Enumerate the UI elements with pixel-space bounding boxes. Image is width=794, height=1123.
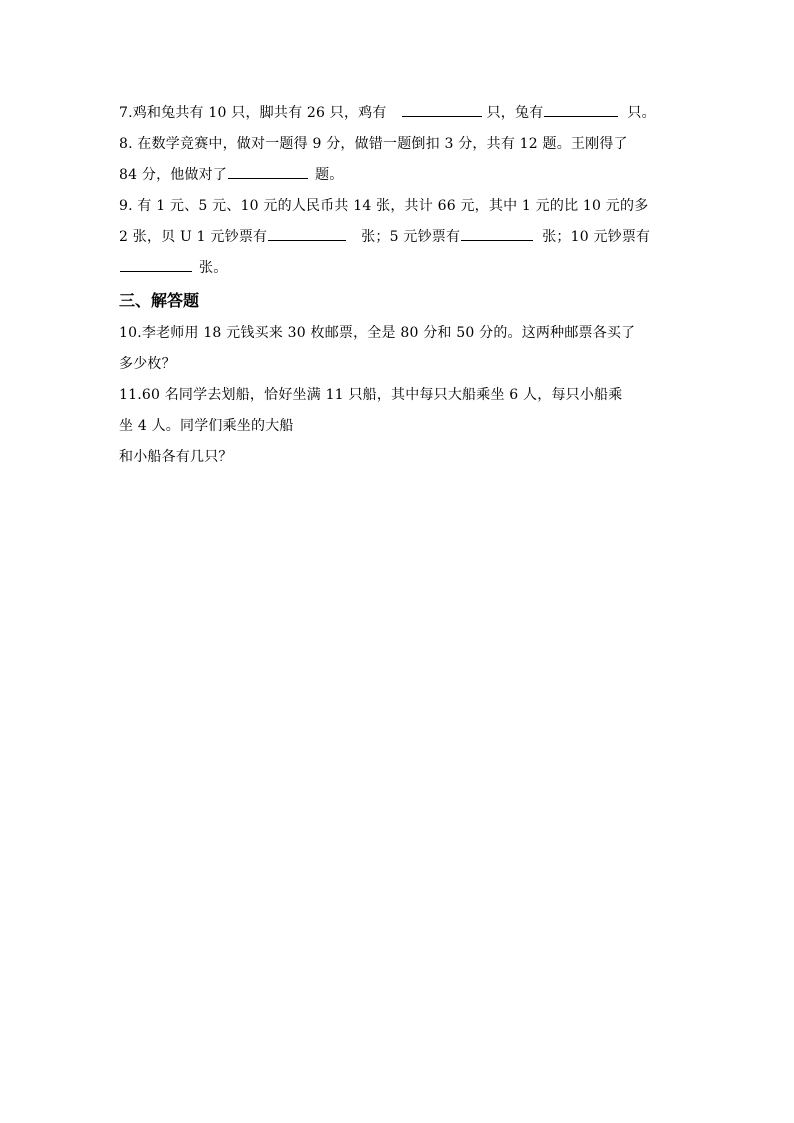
question-11-line-3 [119, 442, 679, 473]
question-8-line-1 [119, 129, 679, 160]
question-11-line-2 [119, 411, 679, 442]
answer-blank-ten-yuan[interactable] [120, 256, 192, 272]
question-9-line-2 [119, 222, 679, 253]
question-7-text-mid: 只，兔有 [486, 105, 544, 121]
question-9-text-ten: 张；10 元钞票有 [542, 229, 651, 245]
question-11-line-1 [119, 380, 679, 411]
question-11-text-end: 和小船各有几只？ [119, 449, 233, 465]
question-9-text-end: 张。 [199, 260, 228, 276]
question-10-text: 10.李老师用 18 元钱买来 30 枚邮票，全是 80 分和 50 分的。这两种邮票各买了 [119, 325, 636, 341]
answer-blank-one-yuan[interactable] [268, 225, 346, 241]
question-7-text-start: 7.鸡和兔共有 10 只，脚共有 26 只，鸡有 [119, 105, 387, 121]
question-7-text-end: 只。 [627, 105, 656, 121]
question-10-line-2 [119, 349, 679, 380]
question-11-text-cont: 坐 4 人。同学们乘坐的大船 [119, 418, 294, 434]
question-8-line-2 [119, 160, 679, 191]
question-9-text-cont: 2 张，贝 U 1 元钞票有 [119, 229, 268, 245]
question-10-text-cont: 多少枚？ [119, 356, 176, 372]
answer-blank-correct-count[interactable] [228, 163, 308, 179]
question-10-line-1 [119, 318, 679, 349]
answer-blank-rabbits[interactable] [544, 101, 618, 117]
question-9-line-3 [119, 253, 679, 284]
question-9-line-1 [119, 191, 679, 222]
question-8-text-end: 题。 [315, 167, 344, 183]
question-8-text-cont: 84 分，他做对了 [119, 167, 228, 183]
answer-blank-chickens[interactable] [402, 101, 482, 117]
question-8-text: 8. 在数学竞赛中，做对一题得 9 分，做错一题倒扣 3 分，共有 12 题。王刚得了 [119, 136, 628, 152]
worksheet-page [119, 98, 679, 473]
section-3-heading: 三、解答题 [119, 291, 200, 310]
question-9-text-five: 张；5 元钞票有 [361, 229, 461, 245]
answer-blank-five-yuan[interactable] [461, 225, 533, 241]
question-9-text: 9. 有 1 元、5 元、10 元的人民币共 14 张，共计 66 元，其中 1 元的比 10 元的多 [119, 198, 649, 214]
question-11-text: 11.60 名同学去划船，恰好坐满 11 只船，其中每只大船乘坐 6 人，每只小船乘 [119, 387, 623, 403]
question-7 [119, 98, 679, 129]
